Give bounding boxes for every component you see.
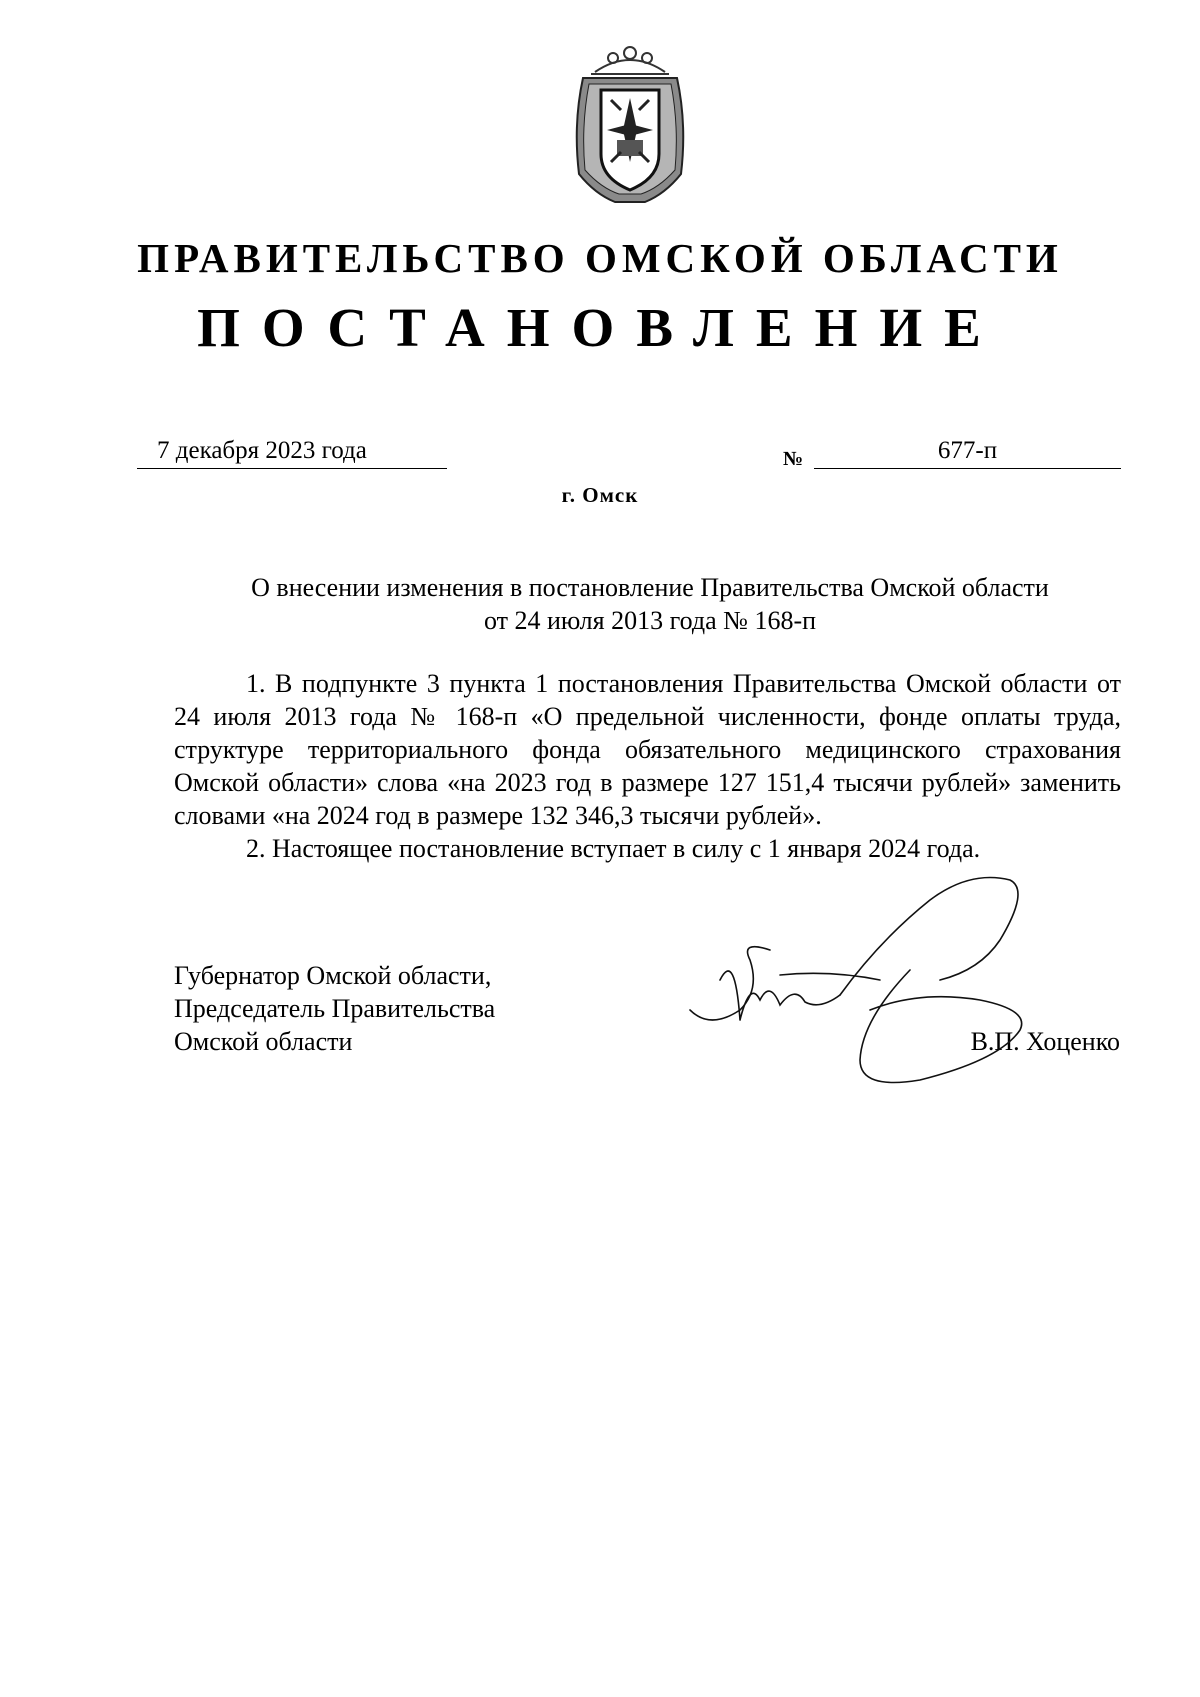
document-subject — [170, 571, 1130, 637]
document-number: 677-п — [814, 436, 1121, 469]
subject-line-2: от 24 июля 2013 года № 168-п — [483, 606, 817, 635]
document-date: 7 декабря 2023 года — [137, 436, 447, 469]
subject-line-1: О внесении изменения в постановление Правительства Омской области — [251, 573, 1049, 602]
signatory-position-line-2: Председатель Правительства — [174, 994, 496, 1023]
signatory-position — [174, 959, 574, 1058]
document-city: г. Омск — [561, 483, 639, 507]
number-label: № — [783, 448, 804, 470]
signatory-position-line-1: Губернатор Омской области, — [174, 961, 492, 990]
document-body — [174, 667, 1121, 865]
signatory-name: В.П. Хоценко — [970, 1027, 1120, 1056]
paragraph-2: 2. Настоящее постановление вступает в силу с 1 января 2024 года. — [246, 834, 981, 863]
organization-title: ПРАВИТЕЛЬСТВО ОМСКОЙ ОБЛАСТИ — [137, 235, 1063, 281]
paragraph-1: 1. В подпункте 3 пункта 1 постановления Правительства Омской области от 24 июля 2013 года № 168-п «О предельной численности, фонде оплаты труда, структуре территориального фонда обязательного медицинского страхования Омской области» слова «на 2023 год в размере 127 151,4 тысячи рублей» заменить словами «на 2024 год в размере 132 346,3 тысячи рублей». — [174, 669, 1121, 830]
coat-of-arms-icon — [565, 44, 695, 208]
document-type-title: ПОСТАНОВЛЕНИЕ — [197, 297, 1003, 358]
handwritten-signature — [680, 860, 1120, 1100]
signatory-position-line-3: Омской области — [174, 1027, 353, 1056]
